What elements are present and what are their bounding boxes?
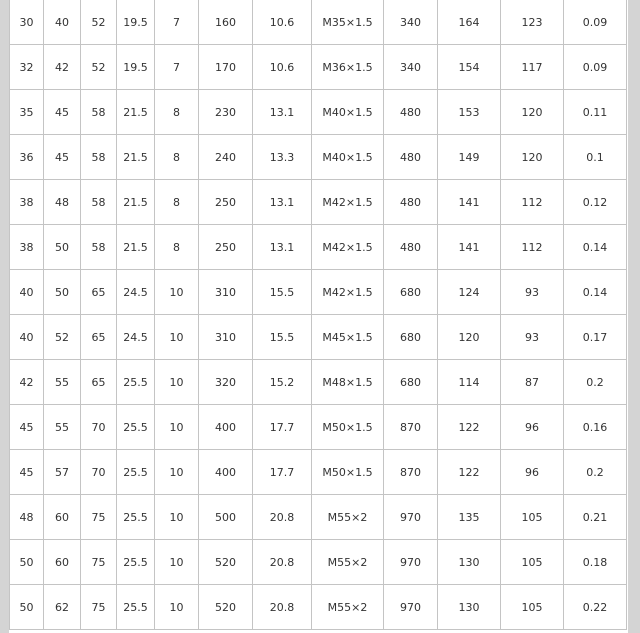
table-row — [10, 360, 627, 405]
table-cell: 15.5 — [253, 270, 312, 315]
table-cell: M48×1.5 — [312, 360, 384, 405]
table-cell: 25.5 — [117, 360, 155, 405]
table-cell: 0.2 — [564, 360, 627, 405]
table-cell: 75 — [81, 495, 117, 540]
specification-table — [9, 0, 627, 630]
table-cell: 170 — [199, 45, 253, 90]
table-cell: 123 — [501, 0, 564, 45]
table-cell: 10 — [155, 495, 199, 540]
table-cell: 13.1 — [253, 90, 312, 135]
table-cell: 10 — [155, 315, 199, 360]
table-cell: 480 — [384, 90, 438, 135]
table-cell: 8 — [155, 225, 199, 270]
table-row — [10, 180, 627, 225]
table-cell: 36 — [10, 135, 44, 180]
table-cell: 870 — [384, 405, 438, 450]
table-cell: 21.5 — [117, 180, 155, 225]
table-cell: 112 — [501, 225, 564, 270]
table-cell: 680 — [384, 360, 438, 405]
table-cell: 114 — [438, 360, 501, 405]
table-cell: 0.09 — [564, 45, 627, 90]
table-row — [10, 405, 627, 450]
table-cell: 35 — [10, 90, 44, 135]
table-cell: 310 — [199, 270, 253, 315]
table-row — [10, 225, 627, 270]
table-cell: 0.21 — [564, 495, 627, 540]
table-cell: 135 — [438, 495, 501, 540]
table-cell: 160 — [199, 0, 253, 45]
table-cell: 105 — [501, 540, 564, 585]
table-cell: M55×2 — [312, 585, 384, 630]
table-cell: 96 — [501, 405, 564, 450]
table-cell: 45 — [44, 90, 81, 135]
table-cell: 120 — [501, 90, 564, 135]
table-cell: 500 — [199, 495, 253, 540]
table-cell: 340 — [384, 0, 438, 45]
table-row — [10, 45, 627, 90]
table-cell: 40 — [10, 315, 44, 360]
table-row — [10, 90, 627, 135]
table-cell: 40 — [10, 270, 44, 315]
table-cell: 149 — [438, 135, 501, 180]
table-cell: 10 — [155, 405, 199, 450]
table-cell: 13.1 — [253, 180, 312, 225]
table-cell: 112 — [501, 180, 564, 225]
table-cell: 400 — [199, 405, 253, 450]
table-cell: 42 — [10, 360, 44, 405]
table-cell: 57 — [44, 450, 81, 495]
table-cell: 50 — [44, 225, 81, 270]
table-cell: 0.1 — [564, 135, 627, 180]
table-cell: 13.3 — [253, 135, 312, 180]
table-cell: 400 — [199, 450, 253, 495]
table-cell: 17.7 — [253, 450, 312, 495]
table-cell: M42×1.5 — [312, 225, 384, 270]
table-cell: 970 — [384, 540, 438, 585]
table-cell: 17.7 — [253, 405, 312, 450]
table-cell: M42×1.5 — [312, 270, 384, 315]
table-cell: M40×1.5 — [312, 90, 384, 135]
table-cell: 117 — [501, 45, 564, 90]
table-cell: 15.2 — [253, 360, 312, 405]
table-cell: M55×2 — [312, 540, 384, 585]
table-cell: 250 — [199, 225, 253, 270]
table-cell: 96 — [501, 450, 564, 495]
table-cell: 75 — [81, 540, 117, 585]
table-cell: 0.17 — [564, 315, 627, 360]
table-cell: 25.5 — [117, 585, 155, 630]
table-cell: 65 — [81, 360, 117, 405]
table-cell: 970 — [384, 495, 438, 540]
table-cell: 480 — [384, 225, 438, 270]
table-viewport — [9, 0, 628, 633]
table-cell: 58 — [81, 90, 117, 135]
table-cell: 21.5 — [117, 225, 155, 270]
table-cell: 48 — [44, 180, 81, 225]
table-cell: 58 — [81, 225, 117, 270]
table-cell: 8 — [155, 180, 199, 225]
table-body — [10, 0, 627, 630]
table-cell: 124 — [438, 270, 501, 315]
table-cell: 75 — [81, 585, 117, 630]
table-cell: 164 — [438, 0, 501, 45]
table-cell: 19.5 — [117, 0, 155, 45]
table-cell: 25.5 — [117, 405, 155, 450]
table-cell: 38 — [10, 180, 44, 225]
table-cell: 93 — [501, 315, 564, 360]
table-cell: 60 — [44, 540, 81, 585]
table-cell: 0.14 — [564, 270, 627, 315]
table-cell: 58 — [81, 180, 117, 225]
table-cell: 7 — [155, 45, 199, 90]
table-cell: 60 — [44, 495, 81, 540]
table-cell: 120 — [501, 135, 564, 180]
table-cell: 50 — [44, 270, 81, 315]
table-cell: 10 — [155, 450, 199, 495]
table-cell: 55 — [44, 405, 81, 450]
table-cell: 10.6 — [253, 0, 312, 45]
table-cell: 0.14 — [564, 225, 627, 270]
table-cell: 310 — [199, 315, 253, 360]
table-cell: 20.8 — [253, 585, 312, 630]
table-row — [10, 0, 627, 45]
table-cell: 230 — [199, 90, 253, 135]
table-cell: 87 — [501, 360, 564, 405]
table-cell: 20.8 — [253, 540, 312, 585]
table-cell: 52 — [44, 315, 81, 360]
table-row — [10, 495, 627, 540]
table-cell: 153 — [438, 90, 501, 135]
table-cell: 141 — [438, 225, 501, 270]
table-cell: 320 — [199, 360, 253, 405]
table-cell: 250 — [199, 180, 253, 225]
table-cell: 70 — [81, 450, 117, 495]
table-cell: 70 — [81, 405, 117, 450]
table-cell: 7 — [155, 0, 199, 45]
table-cell: 0.12 — [564, 180, 627, 225]
table-cell: 58 — [81, 135, 117, 180]
table-cell: 15.5 — [253, 315, 312, 360]
table-cell: 93 — [501, 270, 564, 315]
table-cell: 0.18 — [564, 540, 627, 585]
table-cell: 120 — [438, 315, 501, 360]
table-row — [10, 315, 627, 360]
table-cell: 45 — [44, 135, 81, 180]
table-cell: M35×1.5 — [312, 0, 384, 45]
table-cell: 10 — [155, 540, 199, 585]
table-cell: 25.5 — [117, 495, 155, 540]
table-cell: 40 — [44, 0, 81, 45]
table-cell: 65 — [81, 270, 117, 315]
table-cell: 105 — [501, 585, 564, 630]
table-cell: 21.5 — [117, 90, 155, 135]
table-cell: 52 — [81, 0, 117, 45]
table-cell: 38 — [10, 225, 44, 270]
table-cell: 21.5 — [117, 135, 155, 180]
table-cell: 65 — [81, 315, 117, 360]
table-cell: 520 — [199, 540, 253, 585]
table-cell: 8 — [155, 135, 199, 180]
table-cell: 62 — [44, 585, 81, 630]
table-cell: 480 — [384, 135, 438, 180]
table-cell: 10 — [155, 360, 199, 405]
left-scroll-gutter — [0, 0, 9, 633]
table-cell: 20.8 — [253, 495, 312, 540]
table-row — [10, 270, 627, 315]
table-row — [10, 540, 627, 585]
table-cell: 0.09 — [564, 0, 627, 45]
table-cell: 680 — [384, 270, 438, 315]
table-cell: 50 — [10, 540, 44, 585]
table-cell: 25.5 — [117, 540, 155, 585]
table-cell: 130 — [438, 585, 501, 630]
table-cell: 480 — [384, 180, 438, 225]
table-cell: 105 — [501, 495, 564, 540]
table-cell: M36×1.5 — [312, 45, 384, 90]
table-cell: 122 — [438, 450, 501, 495]
table-cell: 122 — [438, 405, 501, 450]
right-scroll-gutter — [628, 0, 640, 633]
table-cell: 130 — [438, 540, 501, 585]
table-cell: 55 — [44, 360, 81, 405]
table-cell: 24.5 — [117, 270, 155, 315]
table-cell: 10 — [155, 270, 199, 315]
table-cell: M50×1.5 — [312, 450, 384, 495]
table-cell: 10.6 — [253, 45, 312, 90]
table-cell: 141 — [438, 180, 501, 225]
table-cell: 240 — [199, 135, 253, 180]
table-cell: 30 — [10, 0, 44, 45]
table-row — [10, 585, 627, 630]
table-cell: 154 — [438, 45, 501, 90]
table-cell: M55×2 — [312, 495, 384, 540]
table-cell: 52 — [81, 45, 117, 90]
table-cell: 340 — [384, 45, 438, 90]
table-cell: 19.5 — [117, 45, 155, 90]
table-cell: 45 — [10, 405, 44, 450]
table-cell: 0.22 — [564, 585, 627, 630]
table-cell: 10 — [155, 585, 199, 630]
table-cell: 870 — [384, 450, 438, 495]
table-cell: 0.11 — [564, 90, 627, 135]
table-cell: 50 — [10, 585, 44, 630]
table-cell: 680 — [384, 315, 438, 360]
table-cell: M45×1.5 — [312, 315, 384, 360]
table-row — [10, 450, 627, 495]
table-cell: 520 — [199, 585, 253, 630]
table-cell: 8 — [155, 90, 199, 135]
table-cell: 42 — [44, 45, 81, 90]
table-cell: 970 — [384, 585, 438, 630]
table-cell: 25.5 — [117, 450, 155, 495]
table-cell: 45 — [10, 450, 44, 495]
table-cell: 13.1 — [253, 225, 312, 270]
table-cell: 0.16 — [564, 405, 627, 450]
table-cell: 48 — [10, 495, 44, 540]
table-cell: M40×1.5 — [312, 135, 384, 180]
table-cell: 0.2 — [564, 450, 627, 495]
table-cell: 24.5 — [117, 315, 155, 360]
table-row — [10, 135, 627, 180]
table-cell: M50×1.5 — [312, 405, 384, 450]
table-cell: M42×1.5 — [312, 180, 384, 225]
table-cell: 32 — [10, 45, 44, 90]
